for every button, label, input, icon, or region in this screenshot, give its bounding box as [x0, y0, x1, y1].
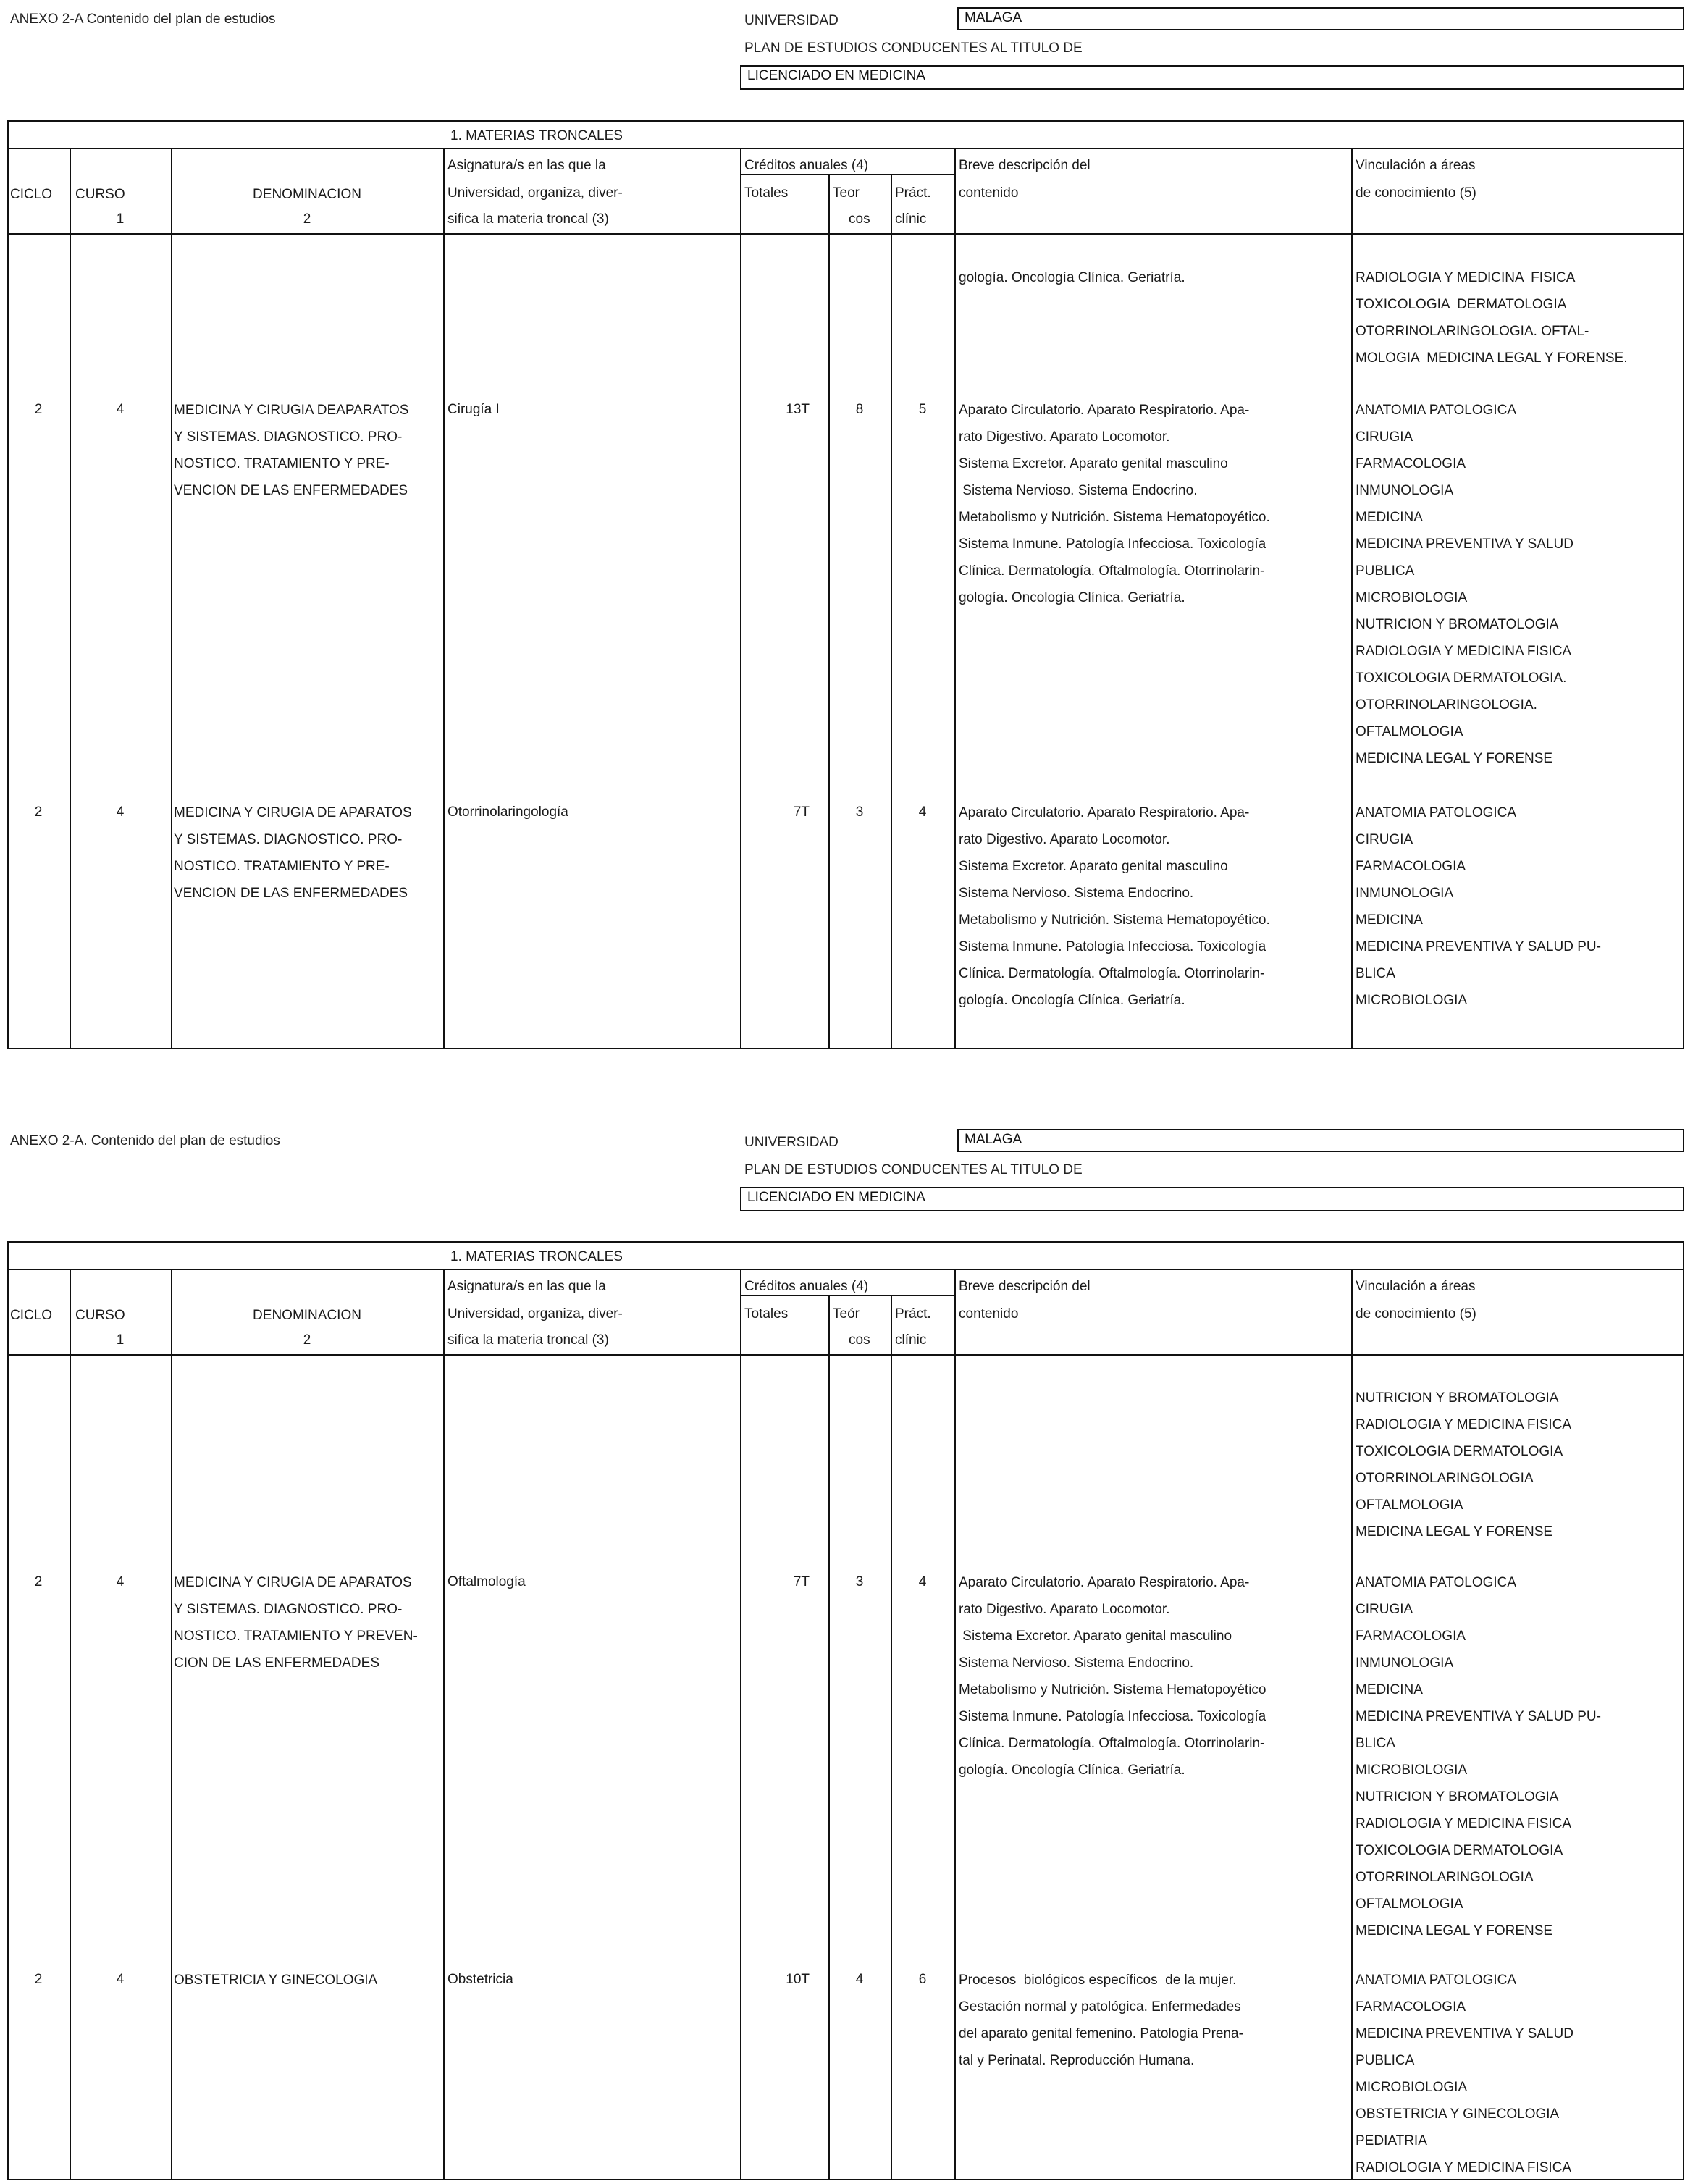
header-breve-1: Breve descripción del — [959, 158, 1091, 173]
row-curso: 4 — [116, 1972, 125, 1987]
row-pract: 5 — [918, 402, 927, 417]
header-breve-2: contenido — [959, 185, 1019, 201]
header-vinc-1: Vinculación a áreas — [1356, 1279, 1476, 1294]
header-pract-1: Práct. — [895, 185, 931, 201]
header-denominacion-num: 2 — [303, 211, 311, 227]
header-totales: Totales — [744, 185, 789, 201]
degree-value: LICENCIADO EN MEDICINA — [740, 1187, 1684, 1211]
annex-label: ANEXO 2-A Contenido del plan de estudios — [10, 12, 276, 27]
header-vinc-1: Vinculación a áreas — [1356, 158, 1476, 173]
row-pract: 4 — [918, 1574, 927, 1589]
row-areas: ANATOMIA PATOLOGICA CIRUGIA FARMACOLOGIA INMUNOLOGIA MEDICINA MEDICINA PREVENTIVA Y SALUD PUBLICA MICROBIOLOGIA NUTRICION Y BROMATOLOGIA RADIOLOGIA Y MEDICINA FISICA TOXICOLOGIA DERMATOLOGIA. OTORRINOLARINGOLOGIA. OFTALMOLOGIA MEDICINA LEGAL Y FORENSE — [1356, 403, 1573, 766]
row-teor: 8 — [855, 402, 864, 417]
header-breve-1: Breve descripción del — [959, 1279, 1091, 1294]
row-totales: 10T — [786, 1972, 810, 1987]
row-descripcion: Aparato Circulatorio. Aparato Respiratorio. Apa- rato Digestivo. Aparato Locomotor. Sistema Excretor. Aparato genital masculino Sistema Nervioso. Sistema Endocrino. Metabolismo y Nutrición. Sistema Hematopoyético. Sistema Inmune. Patología Infecciosa. Toxicología Clínica. Dermatología. Oftalmología. Otorrinolarin- gología. Oncología Clínica. Geriatría. — [959, 805, 1270, 1008]
row-asignatura: Otorrinolaringología — [447, 805, 568, 820]
row-asignatura: Obstetricia — [447, 1972, 513, 1987]
header-creditos: Créditos anuales (4) — [744, 1279, 869, 1294]
row-asignatura: Cirugía I — [447, 402, 500, 417]
plan-label: PLAN DE ESTUDIOS CONDUCENTES AL TITULO DE — [744, 41, 1083, 56]
header-teor-1: Teor — [833, 185, 860, 201]
annex-label: ANEXO 2-A. Contenido del plan de estudios — [10, 1133, 280, 1148]
header-pract-2: clínic — [895, 211, 927, 227]
header-denominacion: DENOMINACION — [253, 187, 361, 202]
row-denominacion: MEDICINA Y CIRUGIA DEAPARATOS Y SISTEMAS. DIAGNOSTICO. PRO- NOSTICO. TRATAMIENTO Y PRE- VENCION DE LAS ENFERMEDADES — [174, 403, 409, 498]
row-totales: 13T — [786, 402, 810, 417]
header-breve-2: contenido — [959, 1306, 1019, 1322]
section-title: 1. MATERIAS TRONCALES — [450, 128, 623, 143]
row-areas: ANATOMIA PATOLOGICA CIRUGIA FARMACOLOGIA INMUNOLOGIA MEDICINA MEDICINA PREVENTIVA Y SALUD PU- BLICA MICROBIOLOGIA NUTRICION Y BROMATOLOGIA RADIOLOGIA Y MEDICINA FISICA TOXICOLOGIA DERMATOLOGIA OTORRINOLARINGOLOGIA OFTALMOLOGIA MEDICINA LEGAL Y FORENSE — [1356, 1575, 1601, 1939]
row-totales: 7T — [793, 805, 810, 820]
row-curso: 4 — [116, 805, 125, 820]
continuation-desc: gología. Oncología Clínica. Geriatría. — [959, 270, 1185, 285]
row-areas: ANATOMIA PATOLOGICA CIRUGIA FARMACOLOGIA INMUNOLOGIA MEDICINA MEDICINA PREVENTIVA Y SALUD PU- BLICA MICROBIOLOGIA — [1356, 805, 1601, 1008]
row-descripcion: Aparato Circulatorio. Aparato Respiratorio. Apa- rato Digestivo. Aparato Locomotor. Sistema Excretor. Aparato genital masculino Sistema Nervioso. Sistema Endocrino. Metabolismo y Nutrición. Sistema Hematopoyético. Sistema Inmune. Patología Infecciosa. Toxicología Clínica. Dermatología. Oftalmología. Otorrinolarin- gología. Oncología Clínica. Geriatría. — [959, 403, 1270, 605]
row-teor: 3 — [855, 805, 864, 820]
header-asignaturas-3: sifica la materia troncal (3) — [447, 211, 609, 227]
row-pract: 4 — [918, 805, 927, 820]
header-denominacion-num: 2 — [303, 1332, 311, 1348]
row-ciclo: 2 — [34, 805, 43, 820]
header-teor-2: cos — [849, 1332, 870, 1348]
header-curso-num: 1 — [116, 211, 125, 227]
row-denominacion: MEDICINA Y CIRUGIA DE APARATOS Y SISTEMAS. DIAGNOSTICO. PRO- NOSTICO. TRATAMIENTO Y PREVEN- CION DE LAS ENFERMEDADES — [174, 1575, 418, 1671]
university-value: MALAGA — [957, 1129, 1684, 1152]
row-teor: 3 — [855, 1574, 864, 1589]
university-label: UNIVERSIDAD — [744, 13, 839, 28]
header-vinc-2: de conocimiento (5) — [1356, 185, 1476, 201]
header-denominacion: DENOMINACION — [253, 1308, 361, 1323]
row-curso: 4 — [116, 1574, 125, 1589]
continuation-areas: RADIOLOGIA Y MEDICINA FISICA TOXICOLOGIA DERMATOLOGIA OTORRINOLARINGOLOGIA. OFTAL- MOLOGIA MEDICINA LEGAL Y FORENSE. — [1356, 270, 1628, 366]
row-asignatura: Oftalmología — [447, 1574, 526, 1589]
plan-label: PLAN DE ESTUDIOS CONDUCENTES AL TITULO DE — [744, 1162, 1083, 1177]
header-ciclo: CICLO — [10, 187, 53, 202]
section-title: 1. MATERIAS TRONCALES — [450, 1249, 623, 1264]
header-asignaturas-1: Asignatura/s en las que la — [447, 1279, 606, 1294]
row-curso: 4 — [116, 402, 125, 417]
header-curso: CURSO — [75, 187, 125, 202]
header-asignaturas-1: Asignatura/s en las que la — [447, 158, 606, 173]
row-descripcion: Procesos biológicos específicos de la mujer. Gestación normal y patológica. Enfermedades del aparato genital femenino. Patología Prena- tal y Perinatal. Reproducción Humana. — [959, 1973, 1243, 2068]
header-asignaturas-3: sifica la materia troncal (3) — [447, 1332, 609, 1348]
university-label: UNIVERSIDAD — [744, 1135, 839, 1150]
header-pract-1: Práct. — [895, 1306, 931, 1322]
row-areas: ANATOMIA PATOLOGICA FARMACOLOGIA MEDICINA PREVENTIVA Y SALUD PUBLICA MICROBIOLOGIA OBSTETRICIA Y GINECOLOGIA PEDIATRIA RADIOLOGIA Y MEDICINA FISICA — [1356, 1973, 1573, 2175]
continuation-areas: NUTRICION Y BROMATOLOGIA RADIOLOGIA Y MEDICINA FISICA TOXICOLOGIA DERMATOLOGIA OTORRINOLARINGOLOGIA OFTALMOLOGIA MEDICINA LEGAL Y FORENSE — [1356, 1390, 1572, 1540]
header-teor-2: cos — [849, 211, 870, 227]
row-ciclo: 2 — [34, 1574, 43, 1589]
row-ciclo: 2 — [34, 402, 43, 417]
row-teor: 4 — [855, 1972, 864, 1987]
header-asignaturas-2: Universidad, organiza, diver- — [447, 1306, 623, 1322]
row-ciclo: 2 — [34, 1972, 43, 1987]
header-asignaturas-2: Universidad, organiza, diver- — [447, 185, 623, 201]
row-denominacion: OBSTETRICIA Y GINECOLOGIA — [174, 1973, 378, 1988]
university-value: MALAGA — [957, 7, 1684, 30]
header-creditos: Créditos anuales (4) — [744, 158, 869, 173]
header-vinc-2: de conocimiento (5) — [1356, 1306, 1476, 1322]
header-pract-2: clínic — [895, 1332, 927, 1348]
row-descripcion: Aparato Circulatorio. Aparato Respiratorio. Apa- rato Digestivo. Aparato Locomotor. Sistema Excretor. Aparato genital masculino Sistema Nervioso. Sistema Endocrino. Metabolismo y Nutrición. Sistema Hematopoyético Sistema Inmune. Patología Infecciosa. Toxicología Clínica. Dermatología. Oftalmología. Otorrinolarin- gología. Oncología Clínica. Geriatría. — [959, 1575, 1266, 1778]
degree-value: LICENCIADO EN MEDICINA — [740, 65, 1684, 90]
header-curso: CURSO — [75, 1308, 125, 1323]
row-denominacion: MEDICINA Y CIRUGIA DE APARATOS Y SISTEMAS. DIAGNOSTICO. PRO- NOSTICO. TRATAMIENTO Y PRE- VENCION DE LAS ENFERMEDADES — [174, 805, 412, 901]
row-pract: 6 — [918, 1972, 927, 1987]
header-totales: Totales — [744, 1306, 789, 1322]
row-totales: 7T — [793, 1574, 810, 1589]
header-teor-1: Teór — [833, 1306, 860, 1322]
header-curso-num: 1 — [116, 1332, 125, 1348]
header-ciclo: CICLO — [10, 1308, 53, 1323]
